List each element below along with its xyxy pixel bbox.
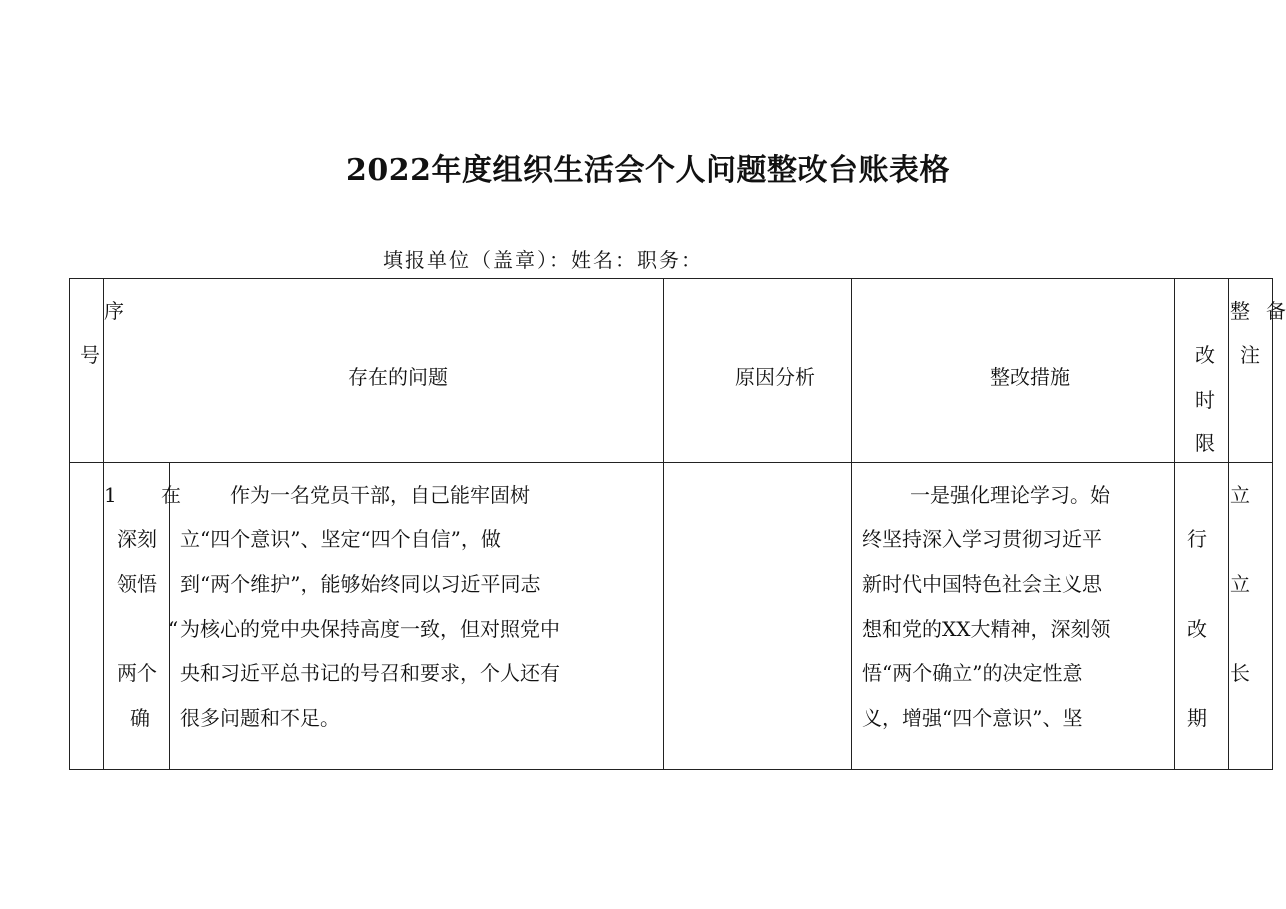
col-border-issue bbox=[663, 278, 664, 770]
row-category-part3: 领悟 bbox=[117, 572, 157, 596]
row-note-part2: 立 bbox=[1230, 572, 1250, 596]
measure-line: 悟“两个确立”的决定性意 bbox=[862, 661, 1083, 685]
header-issue: 存在的问题 bbox=[348, 365, 448, 389]
measure-line: 终坚持深入学习贯彻习近平 bbox=[862, 527, 1102, 551]
issue-line: 为核心的党中央保持高度一致，但对照党中 bbox=[180, 617, 560, 641]
header-cause: 原因分析 bbox=[735, 365, 815, 389]
header-deadline-part1: 整 bbox=[1230, 299, 1250, 323]
measure-line: 一是强化理论学习。始 bbox=[910, 483, 1110, 507]
col-border-cause bbox=[851, 278, 852, 770]
issue-line: 很多问题和不足。 bbox=[180, 706, 340, 730]
row-category-part1: 在 bbox=[161, 483, 181, 507]
issue-line: 立“四个意识”、坚定“四个自信”，做 bbox=[180, 527, 501, 551]
header-bottom-border bbox=[69, 462, 1273, 463]
row-note-part1: 立 bbox=[1230, 483, 1250, 507]
document-subtitle: 填报单位（盖章）：姓名：职务： bbox=[383, 248, 703, 272]
issue-line: 央和习近平总书记的号召和要求，个人还有 bbox=[180, 661, 560, 685]
table-bottom-border bbox=[69, 769, 1273, 770]
header-note-part1: 备 bbox=[1266, 299, 1286, 323]
issue-line: 作为一名党员干部，自己能牢固树 bbox=[230, 483, 530, 507]
col-border-seq bbox=[103, 278, 104, 770]
table-top-border bbox=[69, 278, 1273, 279]
measure-line: 新时代中国特色社会主义思 bbox=[862, 572, 1102, 596]
row-seq: 1 bbox=[104, 483, 117, 507]
row-deadline-part1: 行 bbox=[1187, 527, 1207, 551]
measure-line: 义，增强“四个意识”、坚 bbox=[862, 706, 1083, 730]
header-seq-part1: 序 bbox=[104, 299, 124, 323]
row-category-part6: 确 bbox=[130, 706, 150, 730]
header-deadline-part2: 改 bbox=[1195, 343, 1215, 367]
header-seq-part2: 号 bbox=[80, 343, 100, 367]
row-category-part2: 深刻 bbox=[117, 527, 157, 551]
issue-line: 到“两个维护”，能够始终同以习近平同志 bbox=[180, 572, 541, 596]
col-border-deadline bbox=[1228, 278, 1229, 770]
header-measures: 整改措施 bbox=[990, 365, 1070, 389]
header-note-part2: 注 bbox=[1240, 343, 1260, 367]
row-category-part4: “ bbox=[168, 617, 179, 641]
col-border-measures bbox=[1174, 278, 1175, 770]
row-note-part3: 长 bbox=[1230, 661, 1250, 685]
col-border-right bbox=[1272, 278, 1273, 770]
measure-line: 想和党的XX大精神，深刻领 bbox=[862, 617, 1111, 641]
col-border-left bbox=[69, 278, 70, 770]
header-deadline-part4: 限 bbox=[1195, 431, 1215, 455]
document-title: 2022年度组织生活会个人问题整改台账表格 bbox=[346, 153, 950, 188]
row-category-part5: 两个 bbox=[117, 661, 157, 685]
row-deadline-part3: 期 bbox=[1187, 706, 1207, 730]
col-border-category bbox=[169, 462, 170, 770]
row-deadline-part2: 改 bbox=[1187, 617, 1207, 641]
header-deadline-part3: 时 bbox=[1195, 388, 1215, 412]
